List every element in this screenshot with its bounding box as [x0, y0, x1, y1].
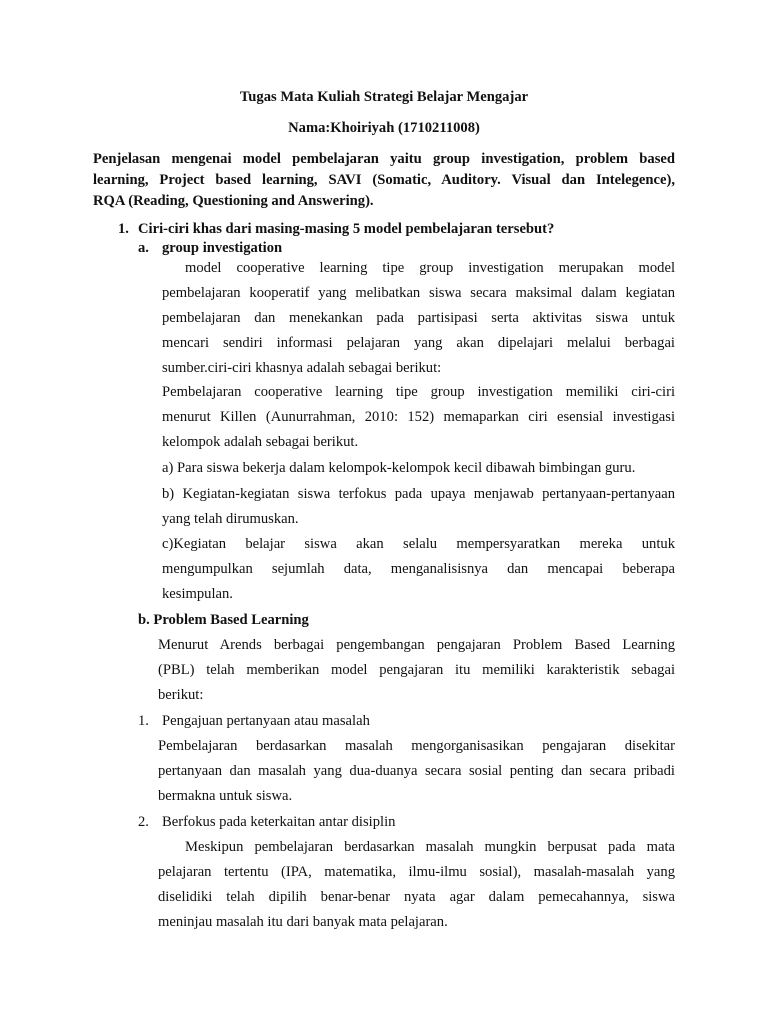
list-item-c-cont: kesimpulan.: [162, 586, 233, 602]
list-number: 2.: [138, 814, 149, 830]
para-line: Menurut Arends berbagai pengembangan pengajaran Problem Based Learning: [158, 637, 675, 653]
list-number: 1.: [138, 713, 149, 729]
para-line: pembelajaran kooperatif yang melibatkan siswa secara maksimal dalam kegiatan: [162, 285, 675, 301]
para-line: berikut:: [158, 687, 204, 703]
para-line: meninjau masalah itu dari banyak mata pelajaran.: [158, 914, 448, 930]
student-name: Nama:Khoiriyah (1710211008): [288, 120, 480, 136]
section-a-heading: group investigation: [162, 240, 283, 256]
list-item-b: b) Kegiatan-kegiatan siswa terfokus pada upaya menjawab pertanyaan-pertanyaan: [162, 486, 675, 502]
para-line: Pembelajaran berdasarkan masalah mengorganisasikan pengajaran disekitar: [158, 738, 675, 754]
intro-line-1: Penjelasan mengenai model pembelajaran yaitu group investigation, problem based: [93, 151, 675, 167]
para-line: Meskipun pembelajaran berdasarkan masalah mungkin berpusat pada mata: [185, 839, 675, 855]
section-a-label: a.: [138, 240, 149, 256]
list-item-a: a) Para siswa bekerja dalam kelompok-kelompok kecil dibawah bimbingan guru.: [162, 460, 636, 476]
para-line: kelompok adalah sebagai berikut.: [162, 434, 359, 450]
para-line: model cooperative learning tipe group investigation merupakan model: [185, 260, 675, 276]
para-line: Pembelajaran cooperative learning tipe group investigation memiliki ciri-ciri: [162, 384, 675, 400]
list-item-title: Berfokus pada keterkaitan antar disiplin: [162, 814, 396, 830]
para-line: (PBL) telah memberikan model pengajaran itu memiliki karakteristik sebagai: [158, 662, 675, 678]
list-item-c: c)Kegiatan belajar siswa akan selalu mempersyaratkan mereka untuk: [162, 536, 675, 552]
intro-line-2: learning, Project based learning, SAVI (Somatic, Auditory. Visual dan Intelegence),: [93, 172, 675, 188]
para-line: pelajaran tertentu (IPA, matematika, ilmu-ilmu sosial), masalah-masalah yang: [158, 864, 675, 880]
para-line: pertanyaan dan masalah yang dua-duanya secara sosial penting dan secara pribadi: [158, 763, 675, 779]
para-line: pembelajaran dan menekankan pada partisipasi serta aktivitas siswa untuk: [162, 310, 675, 326]
list-item-b-cont: yang telah dirumuskan.: [162, 511, 299, 527]
list-item-title: Pengajuan pertanyaan atau masalah: [162, 713, 370, 729]
para-line: menurut Killen (Aunurrahman, 2010: 152) memaparkan ciri esensial investigasi: [162, 409, 675, 425]
para-line: sumber.ciri-ciri khasnya adalah sebagai berikut:: [162, 360, 442, 376]
section-b-heading: b. Problem Based Learning: [138, 612, 309, 628]
intro-line-3: RQA (Reading, Questioning and Answering).: [93, 193, 374, 209]
question-text: Ciri-ciri khas dari masing-masing 5 model pembelajaran tersebut?: [138, 221, 555, 237]
question-number: 1.: [118, 221, 129, 237]
document-title: Tugas Mata Kuliah Strategi Belajar Mengajar: [239, 89, 529, 105]
para-line: bermakna untuk siswa.: [158, 788, 293, 804]
para-line: mencari sendiri informasi pelajaran yang akan dipelajari melalui berbagai: [162, 335, 675, 351]
list-item-c-cont: mengumpulkan sejumlah data, menganalisisnya dan mencapai beberapa: [162, 561, 675, 577]
para-line: diselidiki telah dipilih benar-benar nyata agar dalam pemecahannya, siswa: [158, 889, 675, 905]
